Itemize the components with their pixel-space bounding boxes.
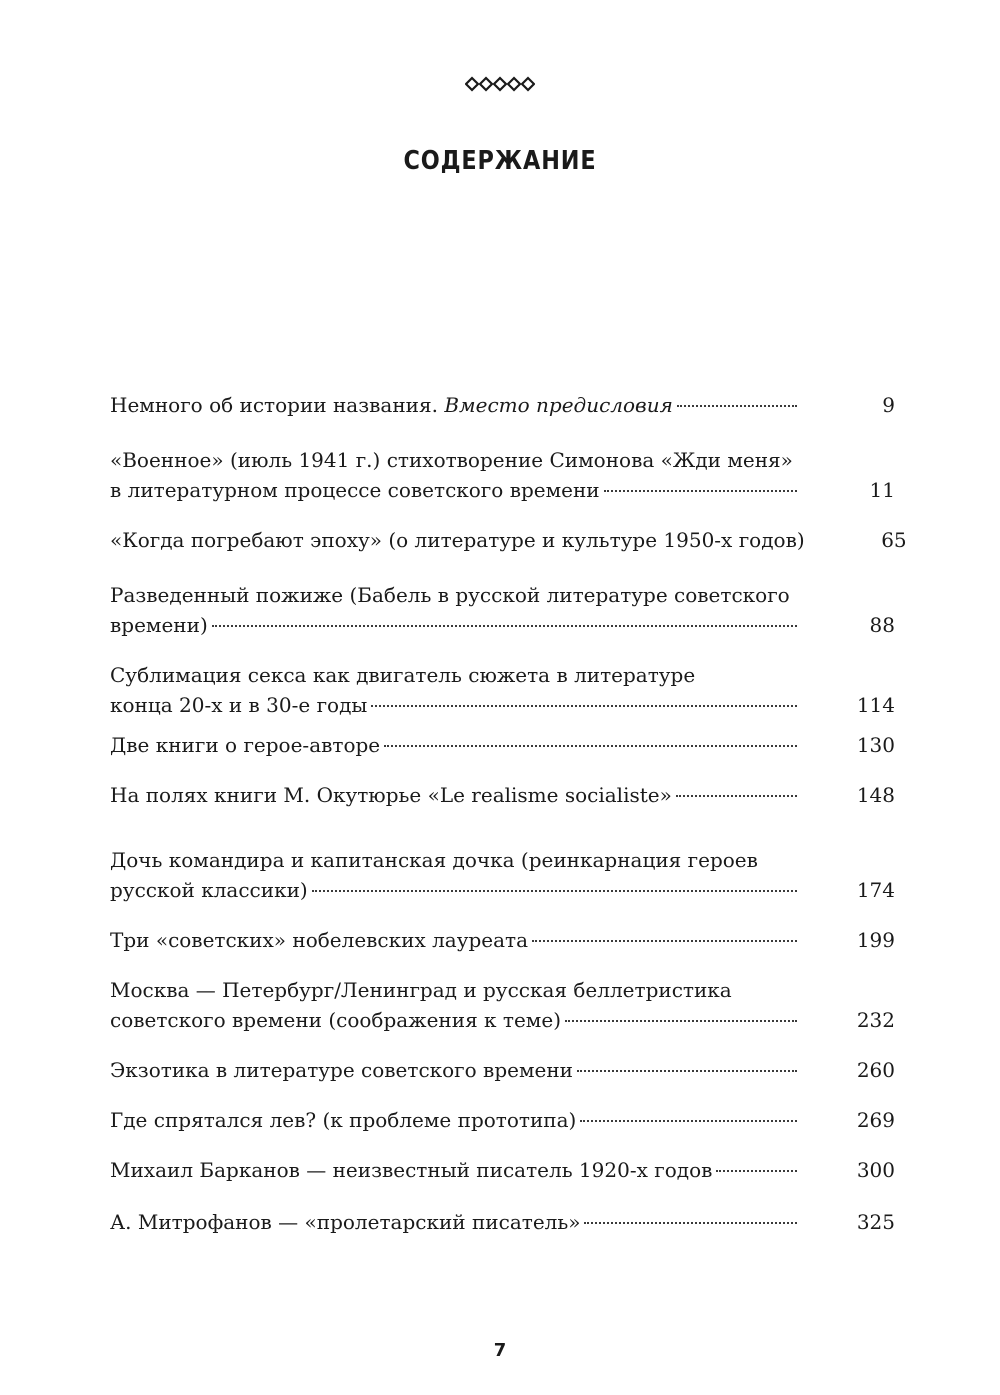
toc-entry-title — [110, 1207, 580, 1237]
toc-entry[interactable] — [110, 580, 895, 640]
toc-entry-title-text: «Когда погребают эпоху» (о литературе и культуре 1950-х годов) — [110, 528, 805, 552]
toc-entry-subtitle: Вместо предисловия — [444, 393, 673, 417]
toc-entry[interactable] — [110, 1155, 895, 1185]
dot-leader — [604, 490, 797, 492]
toc-entry[interactable] — [110, 925, 895, 955]
dot-leader — [584, 1222, 797, 1224]
dot-leader — [532, 940, 797, 942]
toc-entry[interactable] — [110, 1105, 895, 1135]
toc-entry[interactable] — [110, 780, 895, 810]
toc-page-number: 65 — [881, 528, 907, 552]
page-title: СОДЕРЖАНИЕ — [403, 146, 597, 176]
toc-entry-title — [110, 1105, 576, 1135]
toc-entry-title — [110, 1155, 712, 1185]
toc-entry-title-line: Москва — Петербург/Ленинград и русская беллетристика — [110, 978, 732, 1002]
toc-entry-title — [110, 1005, 561, 1035]
toc-entry-title — [110, 690, 367, 720]
toc-page-number: 300 — [856, 1158, 895, 1182]
toc-entry-title-text: Где спрятался лев? (к проблеме прототипа) — [110, 1108, 577, 1132]
toc-entry-title-text: Немного об истории названия. — [110, 393, 445, 417]
toc-entry-title — [110, 925, 528, 955]
toc-entry[interactable] — [110, 660, 895, 720]
toc-entry[interactable] — [110, 1055, 895, 1085]
toc-entry-title-text: Три «советских» нобелевских лауреата — [110, 928, 529, 952]
toc-entry-title — [110, 525, 805, 555]
toc-entry-title-text: в литературном процессе советского времени — [110, 478, 600, 502]
toc-entry[interactable] — [110, 975, 895, 1035]
dot-leader — [212, 625, 797, 627]
toc-page-number: 174 — [856, 878, 895, 902]
dot-leader — [577, 1070, 797, 1072]
toc-entry[interactable] — [110, 730, 895, 760]
dot-leader — [312, 890, 797, 892]
toc-entry-title-line: «Военное» (июль 1941 г.) стихотворение Симонова «Жди меня» — [110, 448, 793, 472]
toc-page-number: 9 — [882, 393, 895, 417]
toc-entry-title-line: Сублимация секса как двигатель сюжета в литературе — [110, 663, 696, 687]
toc-entry[interactable] — [110, 845, 895, 905]
toc-entry[interactable] — [110, 1207, 895, 1237]
toc-page-number: 269 — [856, 1108, 895, 1132]
toc-entry[interactable] — [110, 525, 907, 555]
dot-leader — [565, 1020, 797, 1022]
toc-entry-title-text: русской классики) — [110, 878, 308, 902]
toc-entry-title — [110, 875, 308, 905]
toc-page-number: 148 — [856, 783, 895, 807]
toc-page-number: 199 — [856, 928, 895, 952]
toc-page-number: 130 — [856, 733, 895, 757]
toc-entry-title-line: Дочь командира и капитанская дочка (реинкарнация героев — [110, 848, 758, 872]
toc-page-number: 325 — [856, 1210, 895, 1234]
toc-entry-title-text: Две книги о герое-авторе — [110, 733, 381, 757]
toc-entry-title — [110, 730, 380, 760]
toc-entry-title-text: Экзотика в литературе советского времени — [110, 1058, 574, 1082]
dot-leader — [580, 1120, 797, 1122]
dot-leader — [716, 1170, 797, 1172]
toc-page-number: 260 — [856, 1058, 895, 1082]
dot-leader — [371, 705, 797, 707]
toc-page-number: 11 — [869, 478, 895, 502]
toc-entry-title-text: времени) — [110, 613, 208, 637]
toc-entry-title — [110, 780, 672, 810]
toc-entry-title-text: На полях книги М. Окутюрье «Le realisme socialiste» — [110, 783, 672, 807]
toc-entry-title-text: А. Митрофанов — «пролетарский писатель» — [110, 1210, 581, 1234]
dot-leader — [677, 405, 797, 407]
diamond-chain-ornament-icon — [0, 76, 1000, 96]
dot-leader — [384, 745, 797, 747]
toc-entry-title — [110, 390, 673, 420]
toc-entry-title-text: советского времени (соображения к теме) — [110, 1008, 562, 1032]
toc-entry-title — [110, 475, 600, 505]
toc-entry-title — [110, 1055, 573, 1085]
toc-page-number: 88 — [869, 613, 895, 637]
page-number: 7 — [493, 1340, 507, 1361]
toc-entry-title-line: Разведенный пожиже (Бабель в русской литературе советского — [110, 583, 790, 607]
toc-entry-title-text: конца 20-х и в 30-е годы — [110, 693, 368, 717]
toc-entry[interactable] — [110, 445, 895, 505]
toc-page-number: 114 — [856, 693, 895, 717]
toc-entry-title — [110, 610, 208, 640]
dot-leader — [676, 795, 797, 797]
toc-entry[interactable] — [110, 390, 895, 420]
toc-page-number: 232 — [856, 1008, 895, 1032]
toc-entry-title-text: Михаил Барканов — неизвестный писатель 1920-х годов — [110, 1158, 713, 1182]
